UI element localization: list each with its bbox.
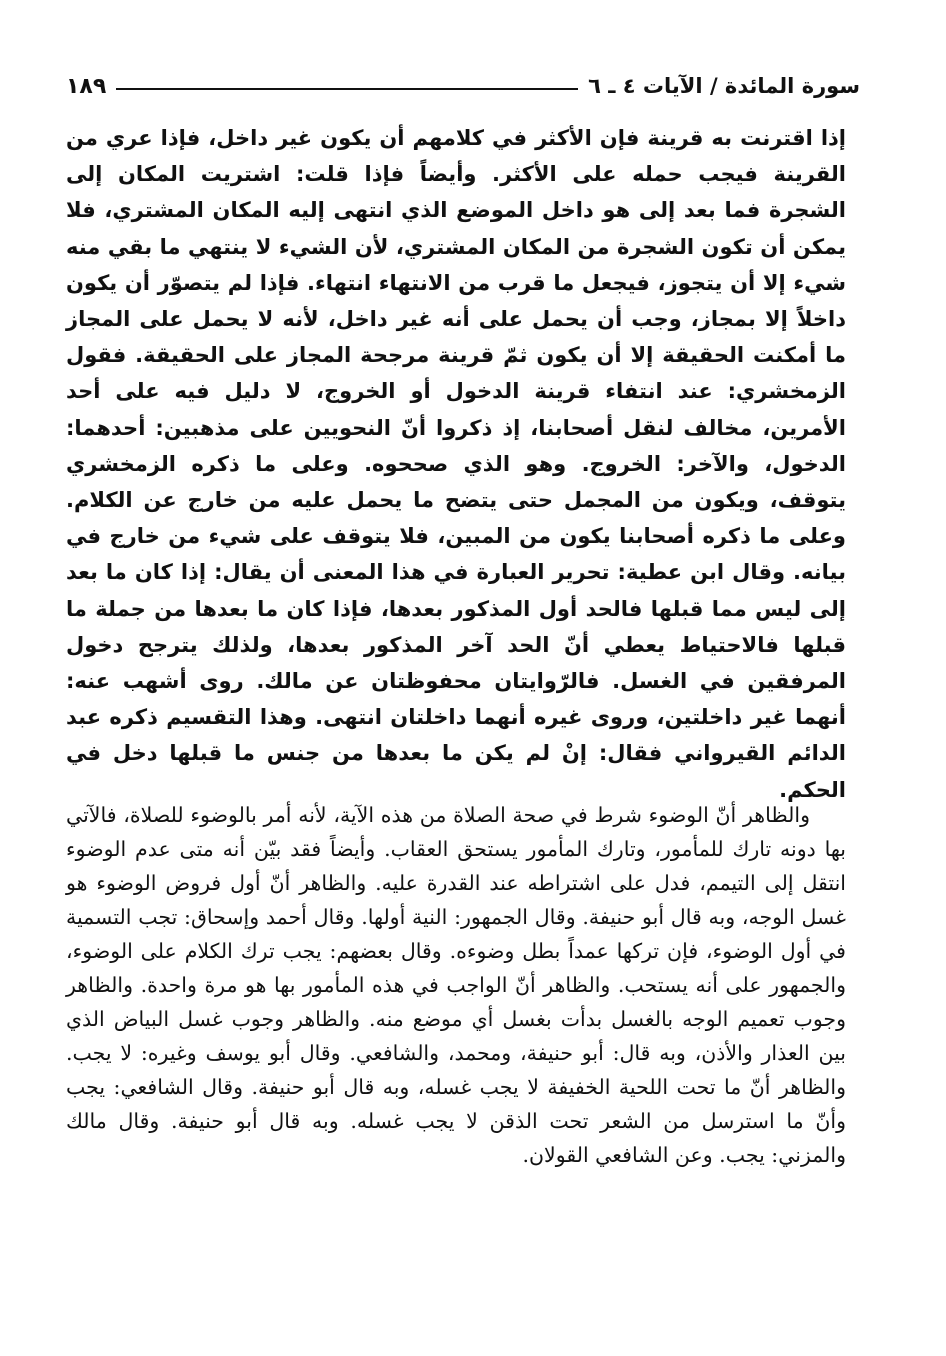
page-header — [66, 66, 860, 106]
header-rule — [116, 88, 578, 90]
page-number: ١٨٩ — [66, 73, 107, 99]
paragraph-main: والظاهر أنّ الوضوء شرط في صحة الصلاة من هذه الآية، لأنه أمر بالوضوء للصلاة، فالآتي بها دونه تارك للمأمور، وتارك المأمور يستحق العقاب. وأيضاً فقد بيّن أنه متى عدم الوضوء انتقل إلى التيمم، فدل على اشتراطه عند القدرة عليه. والظاهر أنّ أول فروض الوضوء هو غسل الوجه، وبه قال أبو حنيفة. وقال الجمهور: النية أولها. وقال أحمد وإسحاق: تجب التسمية في أول الوضوء، فإن تركها عمداً بطل وضوءه. وقال بعضهم: يجب ترك الكلام على الوضوء، والجمهور على أنه يستحب. والظاهر أنّ الواجب في هذه المأمور بها هو مرة واحدة. والظاهر وجوب تعميم الوجه بالغسل بدأت بغسل أي موضع منه. والظاهر وجوب غسل البياض الذي بين العذار والأذن، وبه قال: أبو حنيفة، ومحمد، والشافعي. وقال أبو يوسف وغيره: لا يجب. والظاهر أنّ ما تحت اللحية الخفيفة لا يجب غسله، وبه قال أبو حنيفة. وقال الشافعي: يجب وأنّ ما استرسل من الشعر تحت الذقن لا يجب غسله. وبه قال أبو حنيفة. وقال مالك والمزني: يجب. وعن الشافعي القولان. — [66, 803, 847, 1167]
paragraph-commentary: إذا اقترنت به قرينة فإن الأكثر في كلامهم أن يكون غير داخل، فإذا عري من القرينة فيجب حمله على الأكثر. وأيضاً فإذا قلت: اشتريت المكان إلى الشجرة فما بعد إلى هو داخل الموضع الذي انتهى إليه المكان المشتري، فلا يمكن أن تكون الشجرة من المكان المشتري، لأن الشيء لا ينتهي ما بقي منه شيء إلا أن يتجوز، فيجعل ما قرب من الانتهاء انتهاء. فإذا لم يتصوّر أن يكون داخلاً إلا بمجاز، وجب أن يحمل على أنه غير داخل، لأنه لا يحمل على المجاز ما أمكنت الحقيقة إلا أن يكون ثمّ قرينة مرجحة المجاز على الحقيقة. فقول الزمخشري: عند انتفاء قرينة الدخول أو الخروج، لا دليل فيه على أحد الأمرين، مخالف لنقل أصحابنا، إذ ذكروا أنّ النحويين على مذهبين: أحدهما: الدخول، والآخر: الخروج. وهو الذي صححوه. وعلى ما ذكره الزمخشري يتوقف، ويكون من المجمل حتى يتضح ما يحمل عليه من خارج عن الكلام. وعلى ما ذكره أصحابنا يكون من المبين، فلا يتوقف على شيء من خارج في بيانه. وقال ابن عطية: تحرير العبارة في هذا المعنى أن يقال: إذا كان ما بعد إلى ليس مما قبلها فالحد أول المذكور بعدها، فإذا كان ما بعدها من جملة ما قبلها فالاحتياط يعطي أنّ الحد آخر المذكور بعدها، ولذلك يترجح دخول المرفقين في الغسل. فالرّوايتان محفوظتان عن مالك. روى أشهب عنه: أنهما غير داخلتين، وروى غيره أنهما داخلتان انتهى. وهذا التقسيم ذكره عبد الدائم القيرواني فقال: إنْ لم يكن ما بعدها من جنس ما قبلها دخل في الحكم. — [66, 126, 846, 802]
running-title: سورة المائدة / الآيات ٤ ـ ٦ — [588, 74, 860, 98]
